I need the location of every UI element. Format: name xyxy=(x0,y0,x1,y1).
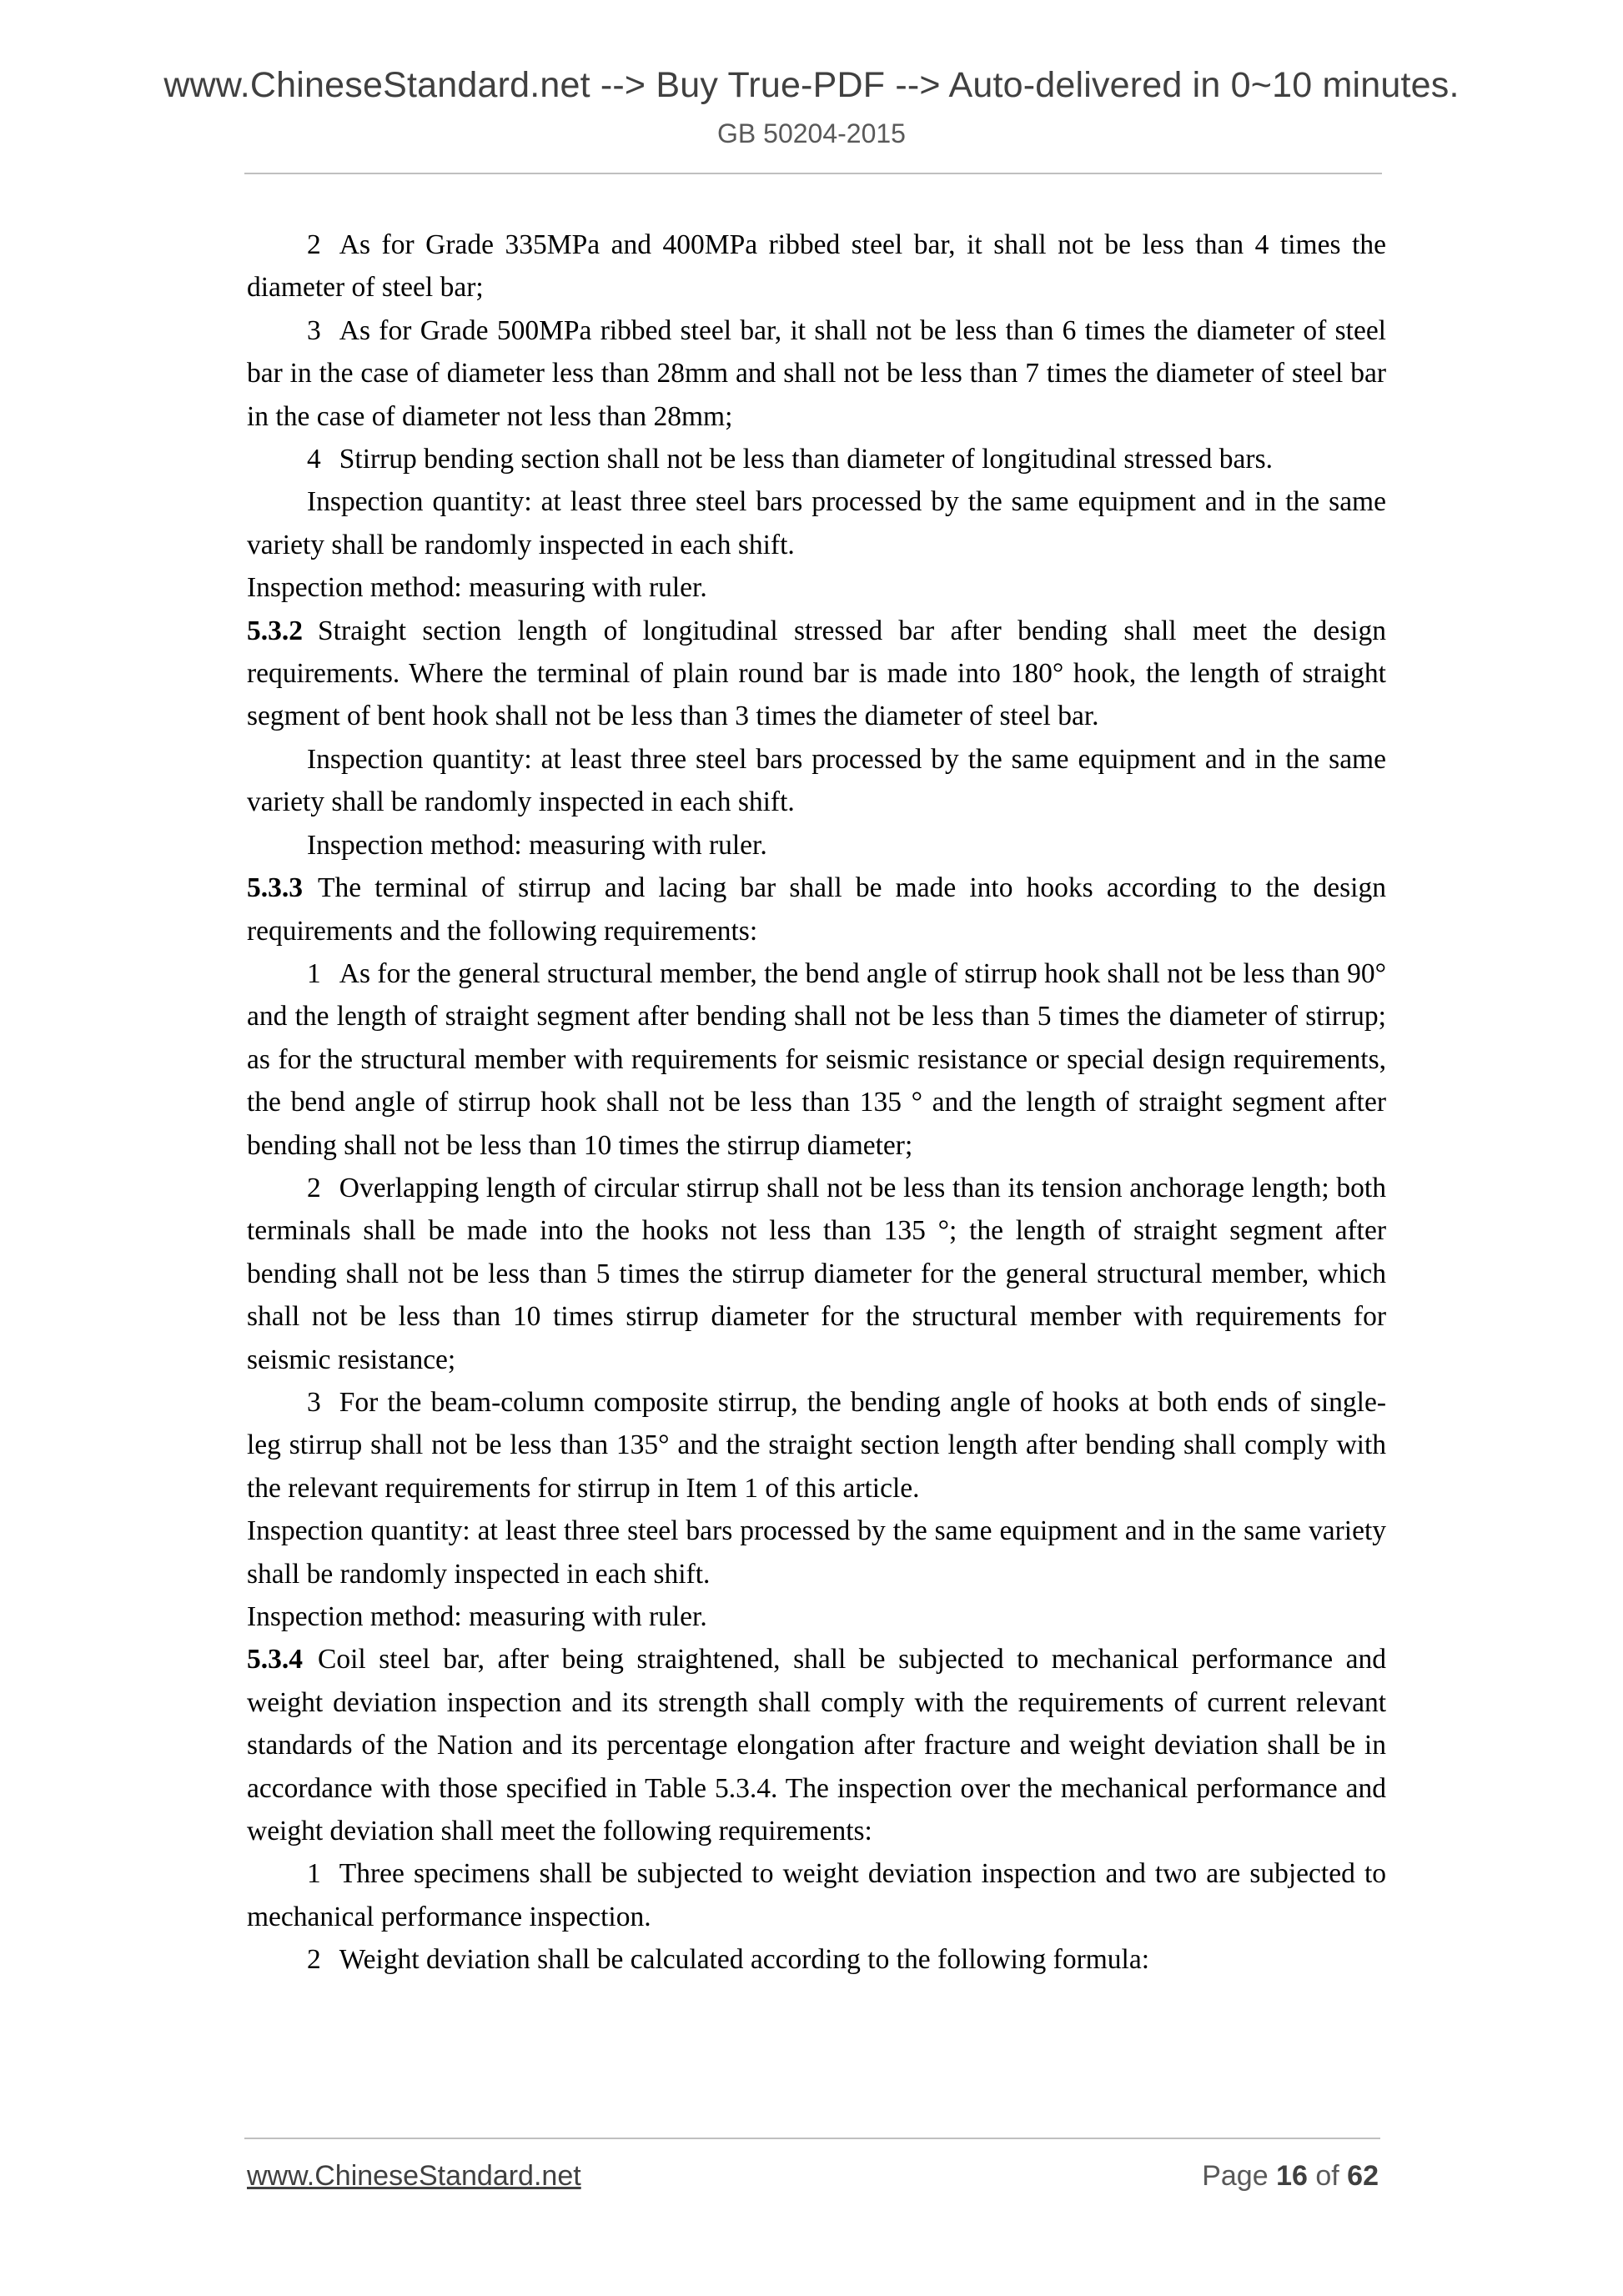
clause-number: 5.3.3 xyxy=(247,872,303,904)
inspection-quantity: Inspection quantity: at least three steel bars processed by the same equipment and in the same variety shall be randomly inspected in each shift. xyxy=(247,1515,1386,1590)
page-word: Page xyxy=(1202,2160,1269,2192)
item-number: 3 xyxy=(307,314,321,346)
clause-text: The terminal of stirrup and lacing bar shall be made into hooks according to the design requirements and the following requirements: xyxy=(247,872,1386,947)
item-text: Overlapping length of circular stirrup shall not be less than its tension anchorage length; both terminals shall be made into the hooks not less than 135 °; the length of straight segment after bending shall not be less than 5 times the stirrup diameter for the general structural member, which shall not be less than 10 times stirrup diameter for the structural member with requirements for seismic resistance; xyxy=(247,1172,1386,1375)
footer-divider xyxy=(244,2138,1380,2139)
item-text: Stirrup bending section shall not be less than diameter of longitudinal stressed bars. xyxy=(339,444,1273,475)
list-item xyxy=(247,1938,1386,1981)
item-number: 2 xyxy=(307,1172,321,1203)
inspection-quantity: Inspection quantity: at least three steel bars processed by the same equipment and in the same variety shall be randomly inspected in each shift. xyxy=(247,743,1386,818)
item-text: As for Grade 335MPa and 400MPa ribbed steel bar, it shall not be less than 4 times the diameter of steel bar; xyxy=(247,229,1386,304)
item-text: Weight deviation shall be calculated according to the following formula: xyxy=(339,1944,1150,1976)
page-current: 16 xyxy=(1276,2160,1308,2192)
clause-number: 5.3.4 xyxy=(247,1644,303,1676)
list-item xyxy=(247,224,1386,309)
item-text: Three specimens shall be subjected to weight deviation inspection and two are subjected to mechanical performance inspection. xyxy=(247,1858,1386,1932)
header-divider xyxy=(244,173,1382,174)
list-item xyxy=(247,438,1386,480)
list-item xyxy=(247,1381,1386,1510)
inspection-method: Inspection method: measuring with ruler. xyxy=(247,572,707,604)
inspection-method: Inspection method: measuring with ruler. xyxy=(247,1601,707,1632)
standard-code: GB 50204-2015 xyxy=(717,118,906,148)
list-item xyxy=(247,1167,1386,1381)
header-banner: www.ChineseStandard.net --> Buy True-PDF --> Auto-delivered in 0~10 minutes. xyxy=(163,65,1460,105)
page-total: 62 xyxy=(1347,2160,1379,2192)
page-of: of xyxy=(1315,2160,1339,2192)
clause-paragraph xyxy=(247,1638,1386,1852)
clause-paragraph xyxy=(247,867,1386,952)
document-body xyxy=(247,224,1386,1982)
clause-text: Coil steel bar, after being straightened, shall be subjected to mechanical performance and weight deviation inspection and its strength shall comply with the requirements of current relevant standards of the Nation and its percentage elongation after fracture and weight deviation shall be in accordance with those specified in Table 5.3.4. The inspection over the mechanical performance and weight deviation shall meet the following requirements: xyxy=(247,1644,1386,1847)
item-number: 1 xyxy=(307,957,321,989)
clause-number: 5.3.2 xyxy=(247,615,303,646)
clause-paragraph xyxy=(247,610,1386,738)
item-number: 3 xyxy=(307,1386,321,1418)
item-number: 4 xyxy=(307,444,321,475)
footer-site-link[interactable]: www.ChineseStandard.net xyxy=(247,2160,581,2192)
item-text: As for the general structural member, the bend angle of stirrup hook shall not be less than 90° and the length of straight segment after bending shall not be less than 5 times the diameter of stirrup; as for the structural member with requirements for seismic resistance or special design requirements, the bend angle of stirrup hook shall not be less than 135 ° and the length of straight segment after bending shall not be less than 10 times the stirrup diameter; xyxy=(247,957,1386,1161)
item-text: As for Grade 500MPa ribbed steel bar, it shall not be less than 6 times the diameter of steel bar in the case of diameter less than 28mm and shall not be less than 7 times the diameter of steel bar in the case of diameter not less than 28mm; xyxy=(247,314,1386,432)
page-number xyxy=(1202,2160,1379,2193)
inspection-method: Inspection method: measuring with ruler. xyxy=(307,829,767,861)
clause-text: Straight section length of longitudinal stressed bar after bending shall meet the design requirements. Where the terminal of plain round bar is made into 180° hook, the length of straight segment of bent hook shall not be less than 3 times the diameter of steel bar. xyxy=(247,615,1386,732)
item-number: 1 xyxy=(307,1858,321,1890)
list-item xyxy=(247,1852,1386,1938)
list-item xyxy=(247,952,1386,1167)
item-number: 2 xyxy=(307,229,321,260)
item-number: 2 xyxy=(307,1944,321,1976)
item-text: For the beam-column composite stirrup, the bending angle of hooks at both ends of single-leg stirrup shall not be less than 135° and the straight section length after bending shall comply with the relevant requirements for stirrup in Item 1 of this article. xyxy=(247,1386,1386,1504)
inspection-quantity: Inspection quantity: at least three steel bars processed by the same equipment and in the same variety shall be randomly inspected in each shift. xyxy=(247,486,1386,560)
list-item xyxy=(247,309,1386,438)
